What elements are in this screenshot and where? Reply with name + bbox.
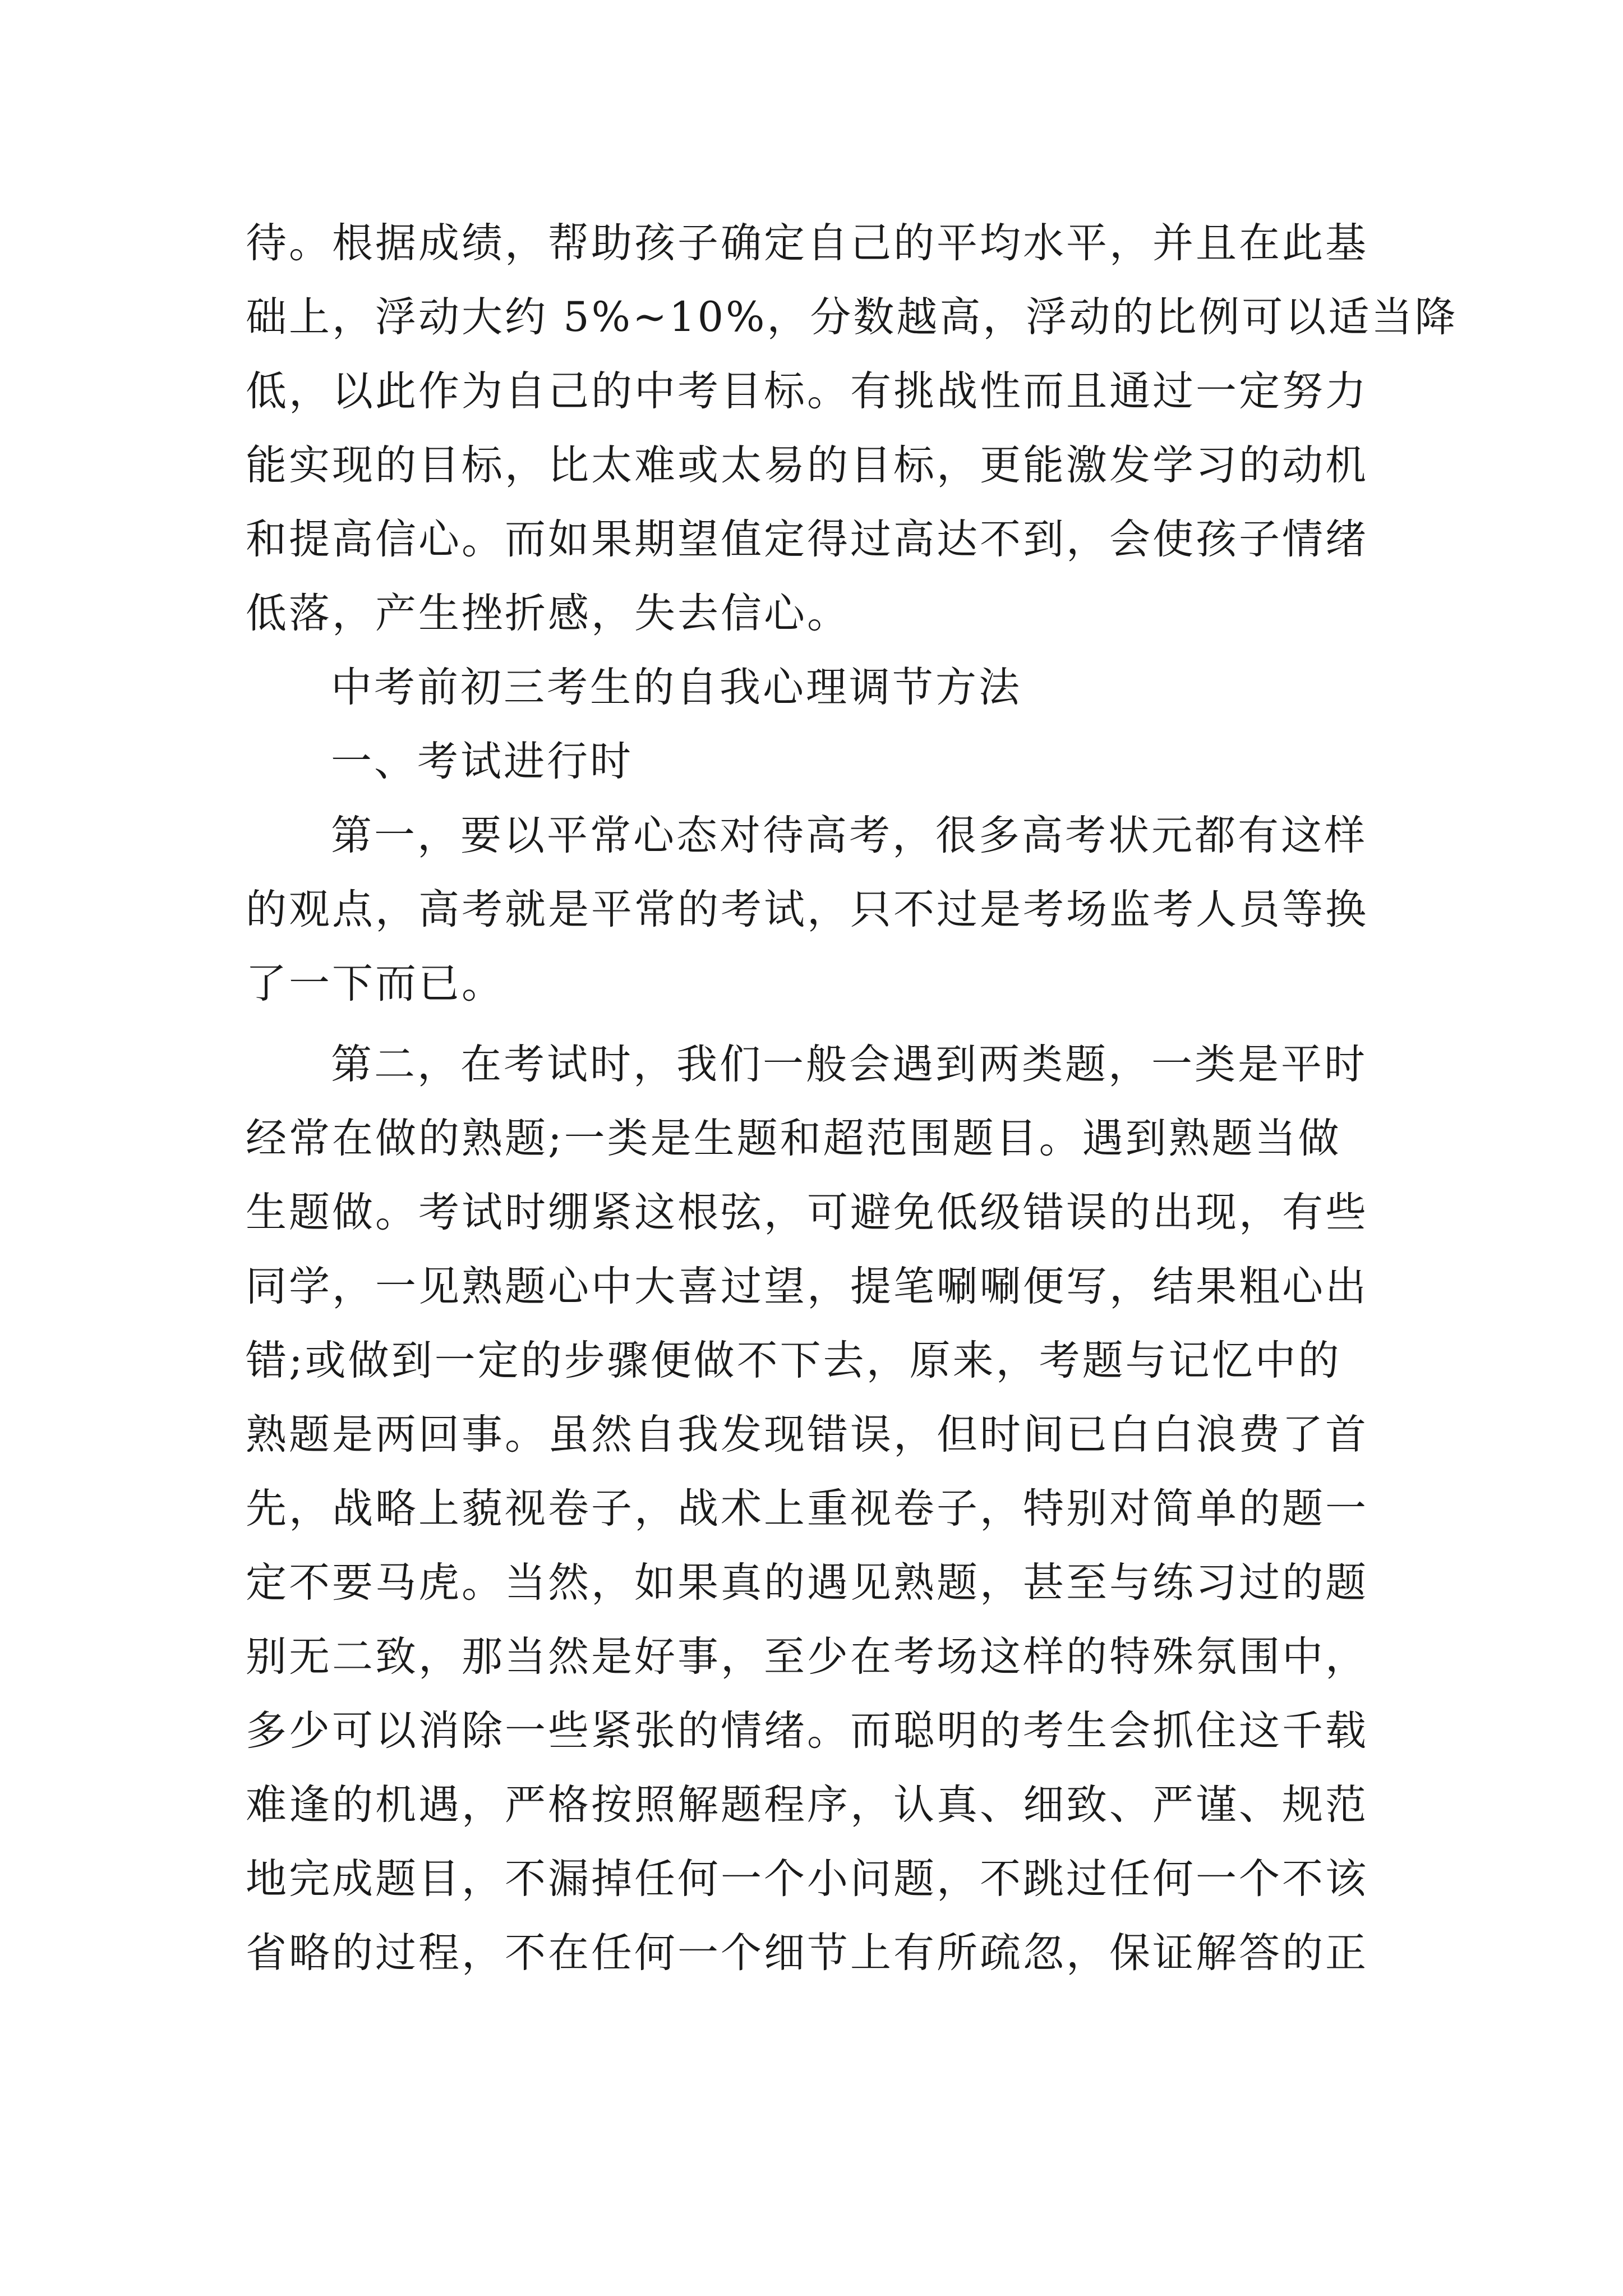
text-line: 能实现的目标，比太难或太易的目标，更能激发学习的动机 <box>246 441 1368 489</box>
paragraph <box>246 1028 1381 1990</box>
text-line: 待。根据成绩，帮助孩子确定自己的平均水平，并且在此基 <box>246 219 1368 267</box>
text-line: 生题做。考试时绷紧这根弦，可避免低级错误的出现，有些 <box>246 1189 1368 1236</box>
subsection-heading <box>246 725 1381 799</box>
text-line: 经常在做的熟题;一类是生题和超范围题目。遇到熟题当做 <box>246 1115 1341 1162</box>
document-body <box>246 206 1458 1990</box>
paragraph <box>246 799 1381 1021</box>
section-heading <box>246 651 1381 725</box>
text-line: 低落，产生挫折感，失去信心。 <box>246 590 850 637</box>
text-line: 先，战略上藐视卷子，战术上重视卷子，特别对简单的题一 <box>246 1485 1368 1533</box>
text-line: 低，以此作为自己的中考目标。有挑战性而且通过一定努力 <box>246 367 1368 415</box>
text-line: 省略的过程，不在任何一个细节上有所疏忽，保证解答的正 <box>246 1929 1368 1977</box>
text-line: 错;或做到一定的步骤便做不下去，原来，考题与记忆中的 <box>246 1337 1341 1384</box>
text-line: 础上，浮动大约 5%~10%，分数越高，浮动的比例可以适当降 <box>246 293 1458 341</box>
text-line: 第一，要以平常心态对待高考，很多高考状元都有这样 <box>331 812 1367 859</box>
text-line: 定不要马虎。当然，如果真的遇见熟题，甚至与练习过的题 <box>246 1559 1368 1607</box>
text-line: 第二，在考试时，我们一般会遇到两类题，一类是平时 <box>331 1041 1367 1088</box>
paragraph-continuation <box>246 206 1458 651</box>
text-line: 了一下而已。 <box>246 960 505 1007</box>
text-line: 熟题是两回事。虽然自我发现错误，但时间已白白浪费了首 <box>246 1411 1368 1458</box>
text-line: 难逢的机遇，严格按照解题程序，认真、细致、严谨、规范 <box>246 1781 1368 1829</box>
text-line: 多少可以消除一些紧张的情绪。而聪明的考生会抓住这千载 <box>246 1707 1368 1755</box>
text-line: 地完成题目，不漏掉任何一个小问题，不跳过任何一个不该 <box>246 1855 1368 1903</box>
text-line: 的观点，高考就是平常的考试，只不过是考场监考人员等换 <box>246 886 1368 933</box>
text-line: 同学，一见熟题心中大喜过望，提笔唰唰便写，结果粗心出 <box>246 1263 1368 1310</box>
text-line: 别无二致，那当然是好事，至少在考场这样的特殊氛围中， <box>246 1633 1368 1681</box>
text-line: 中考前初三考生的自我心理调节方法 <box>331 664 1022 711</box>
text-line: 一、考试进行时 <box>331 738 633 785</box>
text-line: 和提高信心。而如果期望值定得过高达不到，会使孩子情绪 <box>246 516 1368 563</box>
